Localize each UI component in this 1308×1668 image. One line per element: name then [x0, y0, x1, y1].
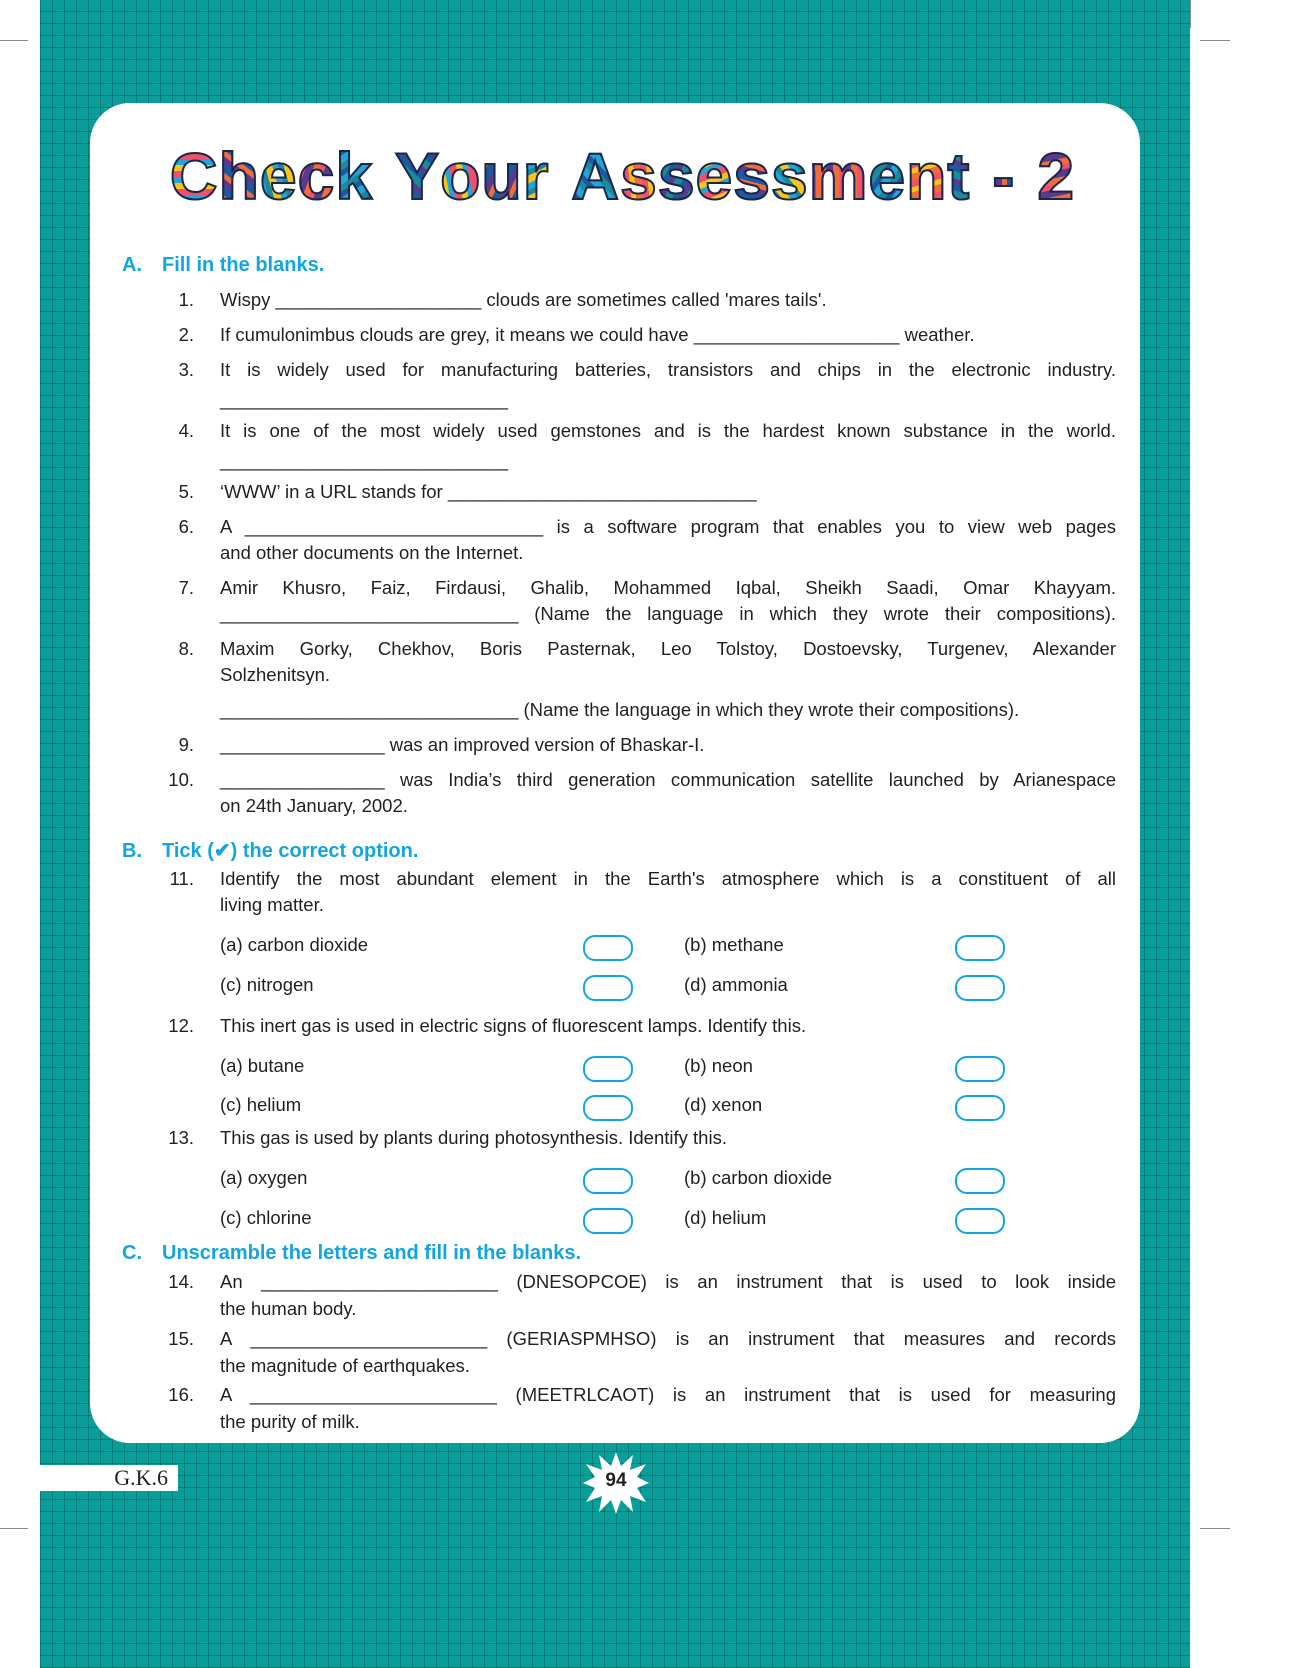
- question-text-line: the human body.: [220, 1298, 357, 1319]
- question-text-line: ‘WWW’ in a URL stands for ______________________________: [220, 481, 757, 502]
- question-number: 15.: [168, 1328, 194, 1349]
- section-title: Tick (✔) the correct option.: [162, 840, 419, 862]
- question-text-line: This inert gas is used in electric signs of fluorescent lamps. Identify this.: [220, 1015, 807, 1036]
- option-label: (b) methane: [684, 934, 784, 955]
- option-checkbox[interactable]: [955, 975, 1005, 1001]
- option-checkbox[interactable]: [583, 1208, 633, 1234]
- option-checkbox[interactable]: [955, 1168, 1005, 1194]
- page-title: [150, 138, 1095, 214]
- option-checkbox[interactable]: [583, 935, 633, 961]
- question-number: 12.: [168, 1015, 194, 1036]
- option-checkbox[interactable]: [955, 1056, 1005, 1082]
- question-text-line: on 24th January, 2002.: [220, 795, 408, 816]
- option-checkbox[interactable]: [583, 1095, 633, 1121]
- option-label: (a) butane: [220, 1055, 305, 1076]
- section-letter: C.: [122, 1242, 142, 1264]
- section-letter: B.: [122, 840, 142, 862]
- title-letter: 2: [1037, 139, 1076, 213]
- option-label: (a) oxygen: [220, 1167, 308, 1188]
- question-text-line: A _____________________________ is a software program that enables you to view web pages: [220, 516, 1116, 537]
- option-checkbox[interactable]: [583, 975, 633, 1001]
- section-letter: A.: [122, 254, 142, 276]
- question-text-line: _____________________________ (Name the language in which they wrote their compositions).: [220, 603, 1116, 624]
- book-label: G.K.6: [40, 1465, 178, 1491]
- title-letter: c: [297, 139, 336, 213]
- crop-mark: [0, 40, 28, 41]
- title-letter: s: [770, 139, 809, 213]
- question-text-line: Maxim Gorky, Chekhov, Boris Pasternak, Leo Tolstoy, Dostoevsky, Turgenev, Alexander: [220, 638, 1116, 659]
- option-checkbox[interactable]: [583, 1168, 633, 1194]
- question-number: 6.: [178, 516, 194, 537]
- page-number: 94: [605, 1470, 627, 1491]
- title-letter: r: [522, 139, 550, 213]
- question-text-line: ____________________________: [220, 450, 509, 471]
- question-number: 5.: [178, 481, 194, 502]
- title-letter: s: [657, 139, 696, 213]
- crop-mark: [0, 1528, 28, 1529]
- section-heading-sectionC: [122, 1240, 581, 1266]
- question-number: 14.: [168, 1271, 194, 1292]
- title-letter: n: [906, 139, 948, 213]
- question-number: 11.: [169, 868, 194, 889]
- title-letter: A: [571, 139, 621, 213]
- title-letter: Y: [395, 139, 441, 213]
- crop-mark: [1200, 40, 1230, 41]
- title-letter: t: [947, 139, 971, 213]
- option-label: (c) chlorine: [220, 1207, 312, 1228]
- question-text-line: ________________ was India’s third generation communication satellite launched by Arianespace: [220, 769, 1116, 790]
- question-number: 4.: [178, 420, 194, 441]
- question-text-line: ________________ was an improved version of Bhaskar-I.: [220, 734, 705, 755]
- title-letter: h: [218, 139, 260, 213]
- question-text-line: Identify the most abundant element in the Earth's atmosphere which is a constituent of all: [220, 868, 1116, 889]
- question-text-line: A ________________________ (MEETRLCAOT) is an instrument that is used for measuring: [220, 1384, 1116, 1405]
- option-label: (b) carbon dioxide: [684, 1167, 833, 1188]
- option-label: (d) xenon: [684, 1094, 763, 1115]
- option-label: (d) helium: [684, 1207, 767, 1228]
- question-text-line: Amir Khusro, Faiz, Firdausi, Ghalib, Mohammed Iqbal, Sheikh Saadi, Omar Khayyam.: [220, 577, 1116, 598]
- question-text-line: Solzhenitsyn.: [220, 664, 331, 685]
- question-text-line: _____________________________ (Name the language in which they wrote their compositions).: [220, 699, 1020, 720]
- crop-mark: [1190, 0, 1191, 28]
- section-title: Unscramble the letters and fill in the blanks.: [162, 1242, 581, 1264]
- option-checkbox[interactable]: [955, 935, 1005, 961]
- section-heading-sectionA: [122, 252, 324, 278]
- question-text-line: It is widely used for manufacturing batteries, transistors and chips in the electronic industry.: [220, 359, 1116, 380]
- question-text-line: It is one of the most widely used gemstones and is the hardest known substance in the world.: [220, 420, 1116, 441]
- question-text-line: Wispy ____________________ clouds are sometimes called 'mares tails'.: [220, 289, 827, 310]
- option-label: (c) nitrogen: [220, 974, 314, 995]
- question-number: 16.: [168, 1384, 194, 1405]
- title-letter: u: [481, 139, 523, 213]
- question-number: 7.: [178, 577, 194, 598]
- option-checkbox[interactable]: [955, 1208, 1005, 1234]
- title-letter: s: [620, 139, 658, 213]
- title-letter: m: [808, 139, 869, 213]
- question-text-line: the purity of milk.: [220, 1411, 360, 1432]
- option-checkbox[interactable]: [955, 1095, 1005, 1121]
- question-text-line: An _______________________ (DNESOPCOE) is an instrument that is used to look inside: [220, 1271, 1116, 1292]
- title-letter: k: [335, 139, 374, 213]
- title-letter: C: [169, 139, 219, 213]
- question-number: 9.: [178, 734, 194, 755]
- question-text-line: living matter.: [220, 894, 324, 915]
- title-letter: e: [868, 139, 907, 213]
- question-number: 8.: [178, 638, 194, 659]
- title-letter: o: [440, 139, 482, 213]
- question-number: 13.: [168, 1127, 194, 1148]
- question-number: 3.: [178, 359, 194, 380]
- section-heading-sectionB: [122, 838, 418, 864]
- question-number: 1.: [178, 289, 194, 310]
- question-text-line: If cumulonimbus clouds are grey, it means we could have ____________________ weather.: [220, 324, 975, 345]
- question-number: 2.: [178, 324, 194, 345]
- question-text-line: A _______________________ (GERIASPMHSO) is an instrument that measures and records: [220, 1328, 1116, 1349]
- option-label: (a) carbon dioxide: [220, 934, 369, 955]
- title-letter: e: [695, 139, 734, 213]
- title-letter: s: [733, 139, 771, 213]
- question-text-line: ____________________________: [220, 389, 509, 410]
- question-text-line: the magnitude of earthquakes.: [220, 1355, 470, 1376]
- question-number: 10.: [168, 769, 194, 790]
- title-letter: -: [992, 139, 1016, 213]
- section-title: Fill in the blanks.: [162, 254, 325, 276]
- option-label: (d) ammonia: [684, 974, 788, 995]
- option-checkbox[interactable]: [583, 1056, 633, 1082]
- crop-mark: [1200, 1528, 1230, 1529]
- question-text-line: and other documents on the Internet.: [220, 542, 524, 563]
- question-text-line: This gas is used by plants during photosynthesis. Identify this.: [220, 1127, 727, 1148]
- title-letter: e: [259, 139, 298, 213]
- option-label: (c) helium: [220, 1094, 302, 1115]
- option-label: (b) neon: [684, 1055, 753, 1076]
